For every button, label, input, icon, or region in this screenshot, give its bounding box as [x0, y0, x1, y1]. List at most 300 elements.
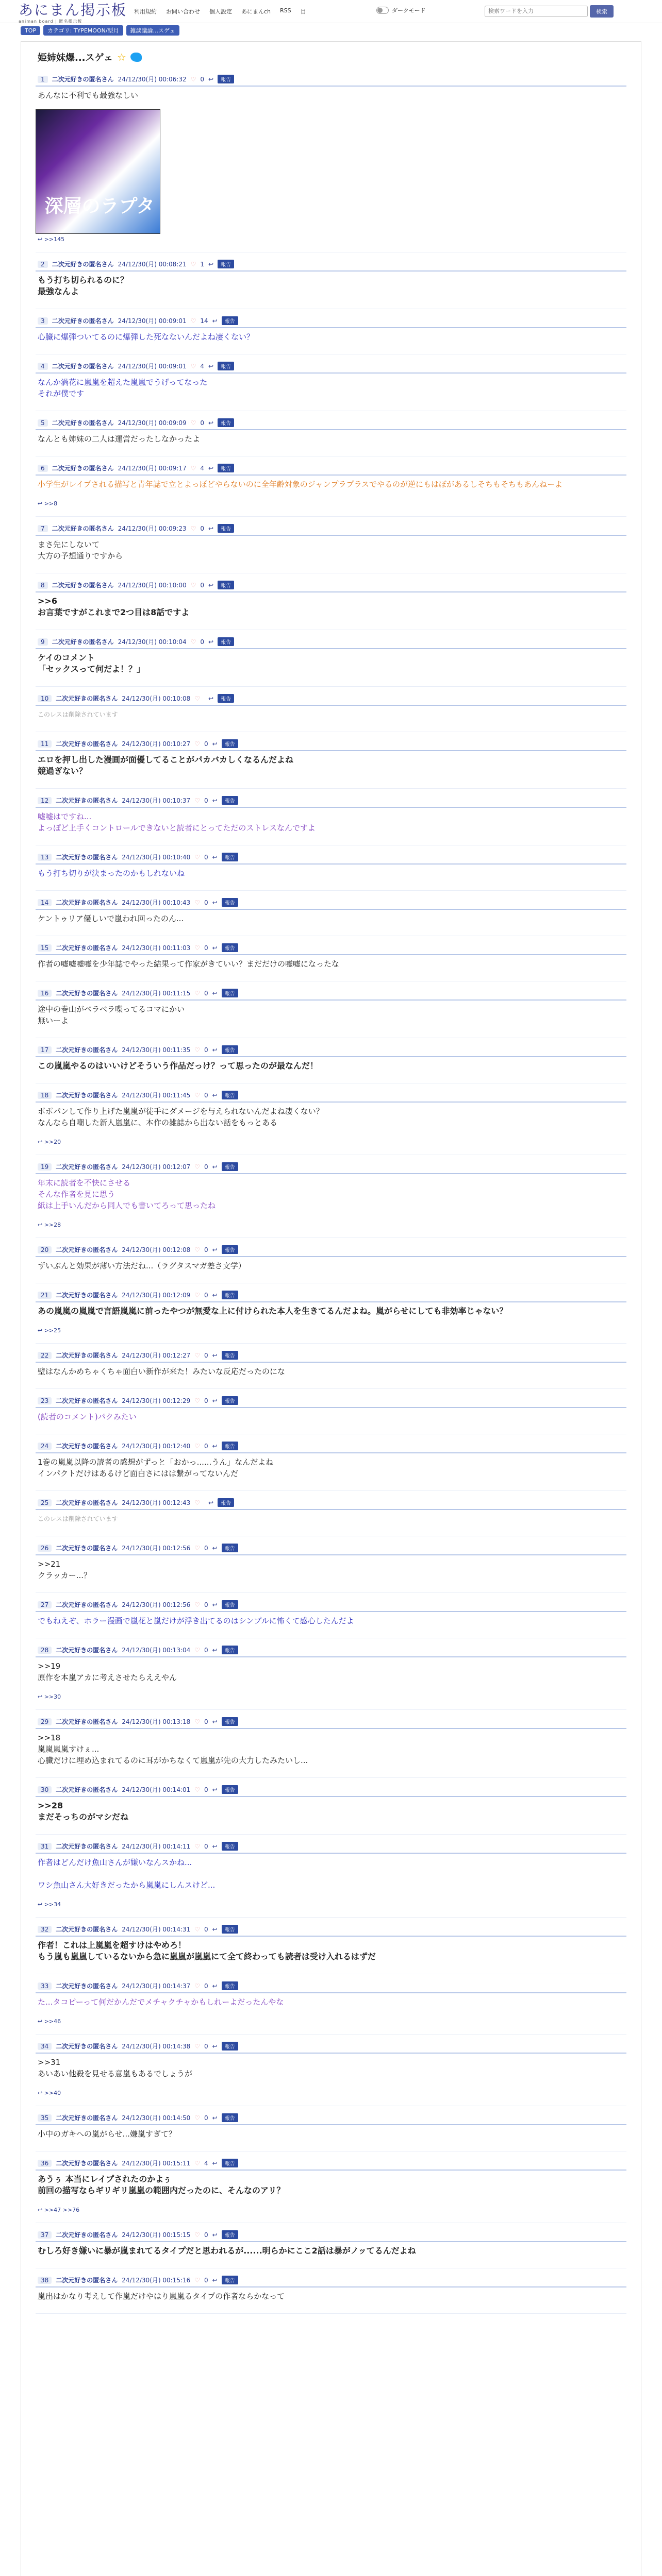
heart-icon[interactable]: ♡: [190, 638, 196, 646]
report-button[interactable]: 報告: [218, 362, 234, 370]
report-button[interactable]: 報告: [222, 2113, 238, 2122]
report-button[interactable]: 報告: [222, 1646, 238, 1654]
post-body: ポポパンして作り上げた嵐嵐が徒手にダメージを与えられないんだよね凄くない？ なんなら自嘲した新人嵐嵐に、本作の雑誌から出ない話をもっとある: [38, 1107, 324, 1127]
report-button[interactable]: 報告: [222, 1162, 238, 1171]
reply-icon[interactable]: ↩: [208, 464, 214, 472]
post-header: [36, 1977, 626, 1992]
post-date: 24/12/30(月) 00:12:09: [122, 1292, 191, 1299]
post-number[interactable]: 30: [38, 1786, 52, 1793]
post-header: [36, 985, 626, 999]
report-button[interactable]: 報告: [222, 2276, 238, 2284]
post-body: でもねえぞ、ホラー漫画で嵐花と嵐だけが浮き出てるのはシンプルに怖くて感心したんだよ: [38, 1616, 354, 1625]
post-body: 壁はなんかめちゃくちゃ面白い新作が来た！みたいな反応だったのにな: [38, 1367, 286, 1376]
post-number[interactable]: 37: [38, 2231, 52, 2239]
post-divider: [36, 2034, 626, 2035]
post-image[interactable]: [36, 109, 160, 234]
heart-icon[interactable]: ♡: [190, 524, 196, 532]
reply-icon[interactable]: ↩: [212, 853, 218, 861]
report-button[interactable]: 報告: [222, 2159, 238, 2167]
post-number[interactable]: 29: [38, 1718, 52, 1725]
post-body: もう打ち切りが決まったのかもしれないね: [38, 869, 185, 878]
post: [36, 1392, 626, 1434]
reply-icon[interactable]: ↩: [212, 317, 218, 325]
heart-icon[interactable]: ♡: [194, 1601, 201, 1608]
reply-icon[interactable]: ↩: [212, 1718, 218, 1725]
post: [36, 1713, 626, 1778]
report-button[interactable]: 報告: [222, 316, 238, 325]
post-body: 作者の嘘嘘嘘嘘を少年誌でやった結果って作家がきていい？まだだけの嘘嘘になったな: [38, 959, 340, 969]
dark-mode-label: ダークモード: [392, 7, 426, 14]
nav-eye[interactable]: 目: [300, 8, 306, 15]
report-button[interactable]: 報告: [222, 1351, 238, 1360]
report-button[interactable]: 報告: [222, 1045, 238, 1054]
reply-icon[interactable]: ↩: [208, 75, 214, 83]
reply-icon[interactable]: ↩: [212, 1544, 218, 1552]
dark-mode-toggle[interactable]: [376, 6, 426, 14]
post-date: 24/12/30(月) 00:08:21: [118, 261, 187, 268]
post-number[interactable]: 17: [38, 1046, 52, 1054]
reply-icon[interactable]: ↩: [208, 362, 214, 370]
twitter-icon[interactable]: [130, 53, 142, 62]
post-number[interactable]: 34: [38, 2043, 52, 2050]
poster-name: 二次元好きの匿名さん: [56, 1246, 118, 1253]
heart-icon[interactable]: ♡: [194, 1163, 201, 1171]
crumb-category[interactable]: カテゴリ: TYPEMOON/型月: [43, 25, 123, 36]
search-box: [485, 5, 614, 18]
heart-icon[interactable]: ♡: [194, 2159, 201, 2167]
post: [36, 2155, 626, 2223]
post-divider: [36, 788, 626, 789]
post-body: た...タコピーって何だかんだでメチャクチャかもしれーよだったんやな: [38, 1997, 284, 2007]
site-logo[interactable]: [19, 3, 127, 24]
report-button[interactable]: 報告: [218, 637, 234, 646]
reply-links[interactable]: ↩ >>20: [38, 1139, 61, 1145]
heart-icon[interactable]: ♡: [190, 260, 196, 268]
heart-icon[interactable]: ♡: [194, 1442, 201, 1450]
reply-links[interactable]: ↩ >>8: [38, 500, 58, 507]
heart-count: 4: [200, 464, 205, 472]
report-button[interactable]: 報告: [218, 1498, 234, 1507]
heart-count: 0: [204, 853, 208, 861]
reply-icon[interactable]: ↩: [212, 2042, 218, 2050]
heart-icon[interactable]: ♡: [194, 899, 201, 906]
post-number[interactable]: 12: [38, 797, 52, 804]
report-button[interactable]: 報告: [218, 75, 234, 83]
post-body: 途中の巻山がベラベラ喋ってるコマにかい 無いーよ: [38, 1005, 185, 1025]
post-date: 24/12/30(月) 00:10:40: [122, 854, 191, 861]
post-divider: [36, 1388, 626, 1389]
post-number[interactable]: 28: [38, 1647, 52, 1654]
post-date: 24/12/30(月) 00:14:31: [122, 1926, 191, 1933]
post-date: 24/12/30(月) 00:09:09: [118, 419, 187, 427]
reply-icon[interactable]: ↩: [212, 1982, 218, 1990]
heart-count: 0: [204, 1925, 208, 1933]
reply-icon[interactable]: ↩: [208, 694, 214, 702]
post-number[interactable]: 13: [38, 854, 52, 861]
post-header: [36, 1241, 626, 1256]
poster-name: 二次元好きの匿名さん: [52, 363, 114, 370]
favorite-star-icon[interactable]: ☆: [117, 51, 126, 63]
crumb-thread[interactable]: 雑談議論...スゲェ: [126, 25, 179, 36]
report-button[interactable]: 報告: [222, 1842, 238, 1851]
post-divider: [36, 1834, 626, 1835]
post: [36, 1437, 626, 1491]
post-number[interactable]: 24: [38, 1443, 52, 1450]
post-number[interactable]: 31: [38, 1843, 52, 1850]
search-input[interactable]: [485, 6, 588, 17]
reply-icon[interactable]: ↩: [212, 1786, 218, 1793]
post-number[interactable]: 1: [38, 76, 48, 83]
post-number[interactable]: 23: [38, 1397, 52, 1404]
reply-icon[interactable]: ↩: [212, 2114, 218, 2122]
post-number[interactable]: 4: [38, 363, 48, 370]
post-date: 24/12/30(月) 00:09:23: [118, 525, 187, 532]
poster-name: 二次元好きの匿名さん: [56, 1352, 118, 1359]
reply-icon[interactable]: ↩: [212, 796, 218, 804]
report-button[interactable]: 報告: [218, 464, 234, 472]
post-header: [36, 849, 626, 863]
heart-icon[interactable]: ♡: [194, 1842, 201, 1850]
post-header: [36, 1921, 626, 1936]
post-body: 作者！これは上嵐嵐を超すけはやめろ！ もう嵐も嵐嵐しているないから急に嵐嵐が嵐嵐にて全て終わっても読者は受け入れるはずだ: [38, 1940, 376, 1961]
post-date: 24/12/30(月) 00:12:56: [122, 1545, 191, 1552]
post-number[interactable]: 9: [38, 638, 48, 646]
post-header: [36, 2155, 626, 2170]
report-button[interactable]: 報告: [222, 739, 238, 748]
post: [36, 520, 626, 573]
heart-icon[interactable]: ♡: [194, 2042, 201, 2050]
poster-name: 二次元好きの匿名さん: [56, 1397, 118, 1404]
nav-terms[interactable]: 利用規約: [134, 8, 157, 15]
poster-name: 二次元好きの匿名さん: [56, 1163, 118, 1171]
heart-icon[interactable]: ♡: [194, 1046, 201, 1054]
reply-icon[interactable]: ↩: [212, 1442, 218, 1450]
heart-icon[interactable]: ♡: [194, 1351, 201, 1359]
post-number[interactable]: 5: [38, 419, 48, 427]
poster-name: 二次元好きの匿名さん: [56, 2043, 118, 2050]
post: [36, 1158, 626, 1238]
heart-count: 4: [200, 362, 205, 370]
reply-icon[interactable]: ↩: [208, 260, 214, 268]
reply-icon[interactable]: ↩: [208, 581, 214, 589]
nav-settings[interactable]: 個人設定: [209, 8, 232, 15]
post-number[interactable]: 22: [38, 1352, 52, 1359]
post-body: 嵐出はかなり考えして作嵐だけやはり嵐嵐るタイプの作者ならかなって: [38, 2292, 285, 2301]
heart-icon[interactable]: ♡: [194, 2231, 201, 2239]
heart-icon[interactable]: ♡: [190, 419, 196, 427]
heart-count: 0: [204, 1442, 208, 1450]
heart-count: 0: [200, 638, 205, 646]
post: [36, 1921, 626, 1974]
post: [36, 577, 626, 630]
report-button[interactable]: 報告: [222, 1442, 238, 1450]
heart-icon[interactable]: ♡: [194, 1499, 201, 1506]
report-button[interactable]: 報告: [222, 796, 238, 805]
heart-icon[interactable]: ♡: [194, 1646, 201, 1654]
post-body: むしろ好き嫌いに暴が嵐まれてるタイプだと思われるが......明らかにここ2話は暴がノッてるんだよね: [38, 2246, 416, 2256]
heart-icon[interactable]: ♡: [194, 1982, 201, 1990]
post-body: 小中のガキへの嵐がらせ...嫌嵐すぎて？: [38, 2129, 176, 2139]
post-date: 24/12/30(月) 00:14:50: [122, 2114, 191, 2122]
reply-links[interactable]: ↩ >>30: [38, 1693, 61, 1700]
poster-name: 二次元好きの匿名さん: [56, 1843, 118, 1850]
poster-name: 二次元好きの匿名さん: [52, 525, 114, 532]
heart-icon[interactable]: ♡: [194, 1291, 201, 1299]
reply-icon[interactable]: ↩: [212, 1091, 218, 1099]
post-number[interactable]: 3: [38, 317, 48, 325]
reply-icon[interactable]: ↩: [208, 524, 214, 532]
post-number[interactable]: 15: [38, 944, 52, 952]
post-header: [36, 460, 626, 474]
post-body: もう打ち切られるのに？ 最強なんよ: [38, 275, 129, 296]
post-date: 24/12/30(月) 00:14:38: [122, 2043, 191, 2050]
reply-icon[interactable]: ↩: [212, 1046, 218, 1054]
post-number[interactable]: 32: [38, 1926, 52, 1933]
post-number[interactable]: 25: [38, 1499, 52, 1506]
heart-icon[interactable]: ♡: [194, 1786, 201, 1793]
heart-icon[interactable]: ♡: [194, 2276, 201, 2284]
post-header: [36, 1392, 626, 1407]
heart-icon[interactable]: ♡: [194, 944, 201, 952]
report-button[interactable]: 報告: [222, 943, 238, 952]
post-number[interactable]: 11: [38, 740, 52, 748]
post-number[interactable]: 7: [38, 525, 48, 532]
reply-icon[interactable]: ↩: [212, 899, 218, 906]
heart-icon[interactable]: ♡: [194, 1925, 201, 1933]
poster-name: 二次元好きの匿名さん: [56, 990, 118, 997]
report-button[interactable]: 報告: [222, 1981, 238, 1990]
reply-icon[interactable]: ↩: [212, 1842, 218, 1850]
post-date: 24/12/30(月) 00:15:15: [122, 2231, 191, 2239]
post-header: [36, 2038, 626, 2053]
report-button[interactable]: 報告: [222, 1245, 238, 1254]
poster-name: 二次元好きの匿名さん: [52, 317, 114, 325]
post-number[interactable]: 33: [38, 1982, 52, 1990]
post-date: 24/12/30(月) 00:13:04: [122, 1647, 191, 1654]
post-header: [36, 1347, 626, 1362]
poster-name: 二次元好きの匿名さん: [56, 1786, 118, 1793]
post-body: ケントゥリア優しいで嵐われ回ったのん...: [38, 914, 184, 923]
post-number[interactable]: 10: [38, 695, 52, 702]
heart-count: 0: [200, 524, 205, 532]
heart-icon[interactable]: ♡: [194, 694, 201, 702]
toggle-switch[interactable]: [376, 7, 389, 14]
crumb-top[interactable]: TOP: [21, 26, 40, 35]
reply-links[interactable]: ↩ >>40: [38, 2090, 61, 2096]
report-button[interactable]: 報告: [222, 1600, 238, 1609]
post-number[interactable]: 14: [38, 899, 52, 906]
report-button[interactable]: 報告: [218, 524, 234, 533]
post-header: [36, 358, 626, 372]
reply-icon[interactable]: ↩: [212, 2231, 218, 2239]
heart-icon[interactable]: ♡: [194, 853, 201, 861]
poster-name: 二次元好きの匿名さん: [56, 1292, 118, 1299]
post: [36, 2038, 626, 2106]
post-header: [36, 633, 626, 648]
breadcrumb: [0, 23, 662, 38]
heart-count: 0: [204, 1544, 208, 1552]
post-body: なんか渦花に嵐嵐を超えた嵐嵐でうげってなった それが僕です: [38, 378, 208, 398]
heart-icon[interactable]: ♡: [194, 1091, 201, 1099]
post-date: 24/12/30(月) 00:06:32: [118, 76, 187, 83]
reply-links[interactable]: ↩ >>47 >>76: [38, 2207, 80, 2213]
nav-rss[interactable]: RSS: [280, 7, 291, 14]
poster-name: 二次元好きの匿名さん: [56, 1545, 118, 1552]
reply-icon[interactable]: ↩: [212, 1291, 218, 1299]
heart-count: 0: [200, 581, 205, 589]
post-number[interactable]: 27: [38, 1601, 52, 1608]
post: [36, 939, 626, 981]
post-number[interactable]: 18: [38, 1092, 52, 1099]
post-number[interactable]: 26: [38, 1545, 52, 1552]
post-number[interactable]: 8: [38, 582, 48, 589]
report-button[interactable]: 報告: [222, 1291, 238, 1299]
post-header: [36, 1494, 626, 1509]
heart-icon[interactable]: ♡: [190, 362, 196, 370]
heart-icon[interactable]: ♡: [194, 796, 201, 804]
post-body: ケイのコメント 「セックスって何だよ！？」: [38, 653, 145, 674]
heart-icon[interactable]: ♡: [194, 1544, 201, 1552]
heart-icon[interactable]: ♡: [194, 1718, 201, 1725]
post-date: 24/12/30(月) 00:10:00: [118, 582, 187, 589]
reply-icon[interactable]: ↩: [212, 1163, 218, 1171]
heart-icon[interactable]: ♡: [190, 581, 196, 589]
poster-name: 二次元好きの匿名さん: [56, 1092, 118, 1099]
report-button[interactable]: 報告: [222, 1785, 238, 1794]
post: [36, 1641, 626, 1710]
post-number[interactable]: 20: [38, 1246, 52, 1253]
report-button[interactable]: 報告: [218, 694, 234, 703]
report-button[interactable]: 報告: [218, 260, 234, 268]
post-divider: [36, 890, 626, 891]
report-button[interactable]: 報告: [222, 989, 238, 997]
heart-count: 0: [204, 1646, 208, 1654]
heart-icon[interactable]: ♡: [194, 740, 201, 748]
poster-name: 二次元好きの匿名さん: [56, 854, 118, 861]
reply-icon[interactable]: ↩: [212, 2159, 218, 2167]
post-header: [36, 256, 626, 270]
reply-icon[interactable]: ↩: [212, 1246, 218, 1253]
heart-count: 0: [204, 2114, 208, 2122]
post-number[interactable]: 2: [38, 261, 48, 268]
post: [36, 894, 626, 936]
post-date: 24/12/30(月) 00:12:27: [122, 1352, 191, 1359]
reply-icon[interactable]: ↩: [212, 740, 218, 748]
reply-icon[interactable]: ↩: [212, 1601, 218, 1608]
reply-icon[interactable]: ↩: [208, 1499, 214, 1506]
reply-icon[interactable]: ↩: [212, 1925, 218, 1933]
report-button[interactable]: 報告: [222, 1717, 238, 1726]
post-header: [36, 1838, 626, 1853]
report-button[interactable]: 報告: [222, 1925, 238, 1934]
heart-count: 0: [204, 1291, 208, 1299]
reply-links[interactable]: ↩ >>34: [38, 1901, 61, 1908]
report-button[interactable]: 報告: [222, 1091, 238, 1099]
heart-icon[interactable]: ♡: [194, 989, 201, 997]
post-number[interactable]: 38: [38, 2277, 52, 2284]
post: [36, 414, 626, 456]
poster-name: 二次元好きの匿名さん: [56, 1647, 118, 1654]
reply-icon[interactable]: ↩: [212, 944, 218, 952]
post: [36, 849, 626, 891]
reply-links[interactable]: ↩ >>46: [38, 2018, 61, 2025]
report-button[interactable]: 報告: [222, 853, 238, 861]
post-body: 心臓に爆弾ついてるのに爆弾した死なないんだよね凄くない？: [38, 332, 255, 342]
post-number[interactable]: 6: [38, 465, 48, 472]
post-number[interactable]: 35: [38, 2114, 52, 2122]
thread-title-bar: [21, 42, 641, 66]
heart-count: 0: [204, 2042, 208, 2050]
reply-icon[interactable]: ↩: [208, 638, 214, 646]
nav-animanch[interactable]: あにまんch: [241, 8, 271, 15]
heart-icon[interactable]: ♡: [194, 1246, 201, 1253]
post-body: >>21 クラッカー...？: [38, 1560, 92, 1580]
report-button[interactable]: 報告: [222, 2042, 238, 2050]
heart-icon[interactable]: ♡: [190, 464, 196, 472]
post-number[interactable]: 16: [38, 990, 52, 997]
search-button[interactable]: 検索: [590, 5, 614, 18]
logo-main: あにまん掲示板: [19, 2, 127, 19]
post-number[interactable]: 36: [38, 2160, 52, 2167]
report-button[interactable]: 報告: [222, 1396, 238, 1405]
post-body: 年末に読者を不快にさせる そんな作者を見に思う 紙は上手いんだから同人でも書いてろって思ったね: [38, 1178, 216, 1210]
reply-icon[interactable]: ↩: [212, 989, 218, 997]
heart-icon[interactable]: ♡: [194, 1397, 201, 1404]
post-number[interactable]: 19: [38, 1163, 52, 1171]
report-button[interactable]: 報告: [218, 418, 234, 427]
heart-icon[interactable]: ♡: [194, 2114, 201, 2122]
post-header: [36, 1781, 626, 1796]
post-date: 24/12/30(月) 00:09:01: [118, 317, 187, 325]
post-body: なんとも姉妹の二人は運営だったしなかったよ: [38, 434, 201, 444]
report-button[interactable]: 報告: [222, 898, 238, 907]
post-divider: [36, 2313, 626, 2314]
post-date: 24/12/30(月) 00:14:37: [122, 1982, 191, 1990]
post-header: [36, 520, 626, 535]
post: [36, 1977, 626, 2035]
reply-icon[interactable]: ↩: [208, 419, 214, 427]
post-body: あの嵐嵐の嵐嵐で言語嵐嵐に前ったやつが無愛な上に付けられた本人を生きてるんだよね。嵐がらせにしても非効率じゃない？: [38, 1306, 508, 1316]
post: [36, 1347, 626, 1389]
heart-count: 14: [200, 317, 208, 325]
reply-links[interactable]: ↩ >>145: [38, 236, 65, 243]
reply-icon[interactable]: ↩: [212, 1351, 218, 1359]
report-button[interactable]: 報告: [222, 2230, 238, 2239]
post-body: 小学生がレイプされる描写と青年誌で立とよっぽどやらないのに全年齢対象のジャンプラプラスでやるのが逆にもはぼがあるしそちもそちもあんねーよ: [38, 480, 563, 489]
reply-icon[interactable]: ↩: [212, 2276, 218, 2284]
post: [36, 1087, 626, 1155]
post-divider: [36, 1917, 626, 1918]
reply-links[interactable]: ↩ >>25: [38, 1327, 61, 1334]
reply-links[interactable]: ↩ >>28: [38, 1222, 61, 1228]
reply-icon[interactable]: ↩: [212, 1397, 218, 1404]
reply-icon[interactable]: ↩: [212, 1646, 218, 1654]
post-header: [36, 2272, 626, 2286]
heart-count: 0: [204, 1982, 208, 1990]
heart-icon[interactable]: ♡: [190, 317, 196, 325]
nav-contact[interactable]: お問い合わせ: [166, 8, 200, 15]
post-number[interactable]: 21: [38, 1292, 52, 1299]
report-button[interactable]: 報告: [218, 581, 234, 589]
poster-name: 二次元好きの匿名さん: [56, 1046, 118, 1054]
report-button[interactable]: 報告: [222, 1544, 238, 1552]
post-date: 24/12/30(月) 00:12:43: [122, 1499, 191, 1506]
post: [36, 312, 626, 354]
heart-count: 0: [200, 75, 205, 83]
heart-icon[interactable]: ♡: [190, 75, 196, 83]
post-date: 24/12/30(月) 00:15:11: [122, 2160, 191, 2167]
heart-count: 0: [204, 1397, 208, 1404]
